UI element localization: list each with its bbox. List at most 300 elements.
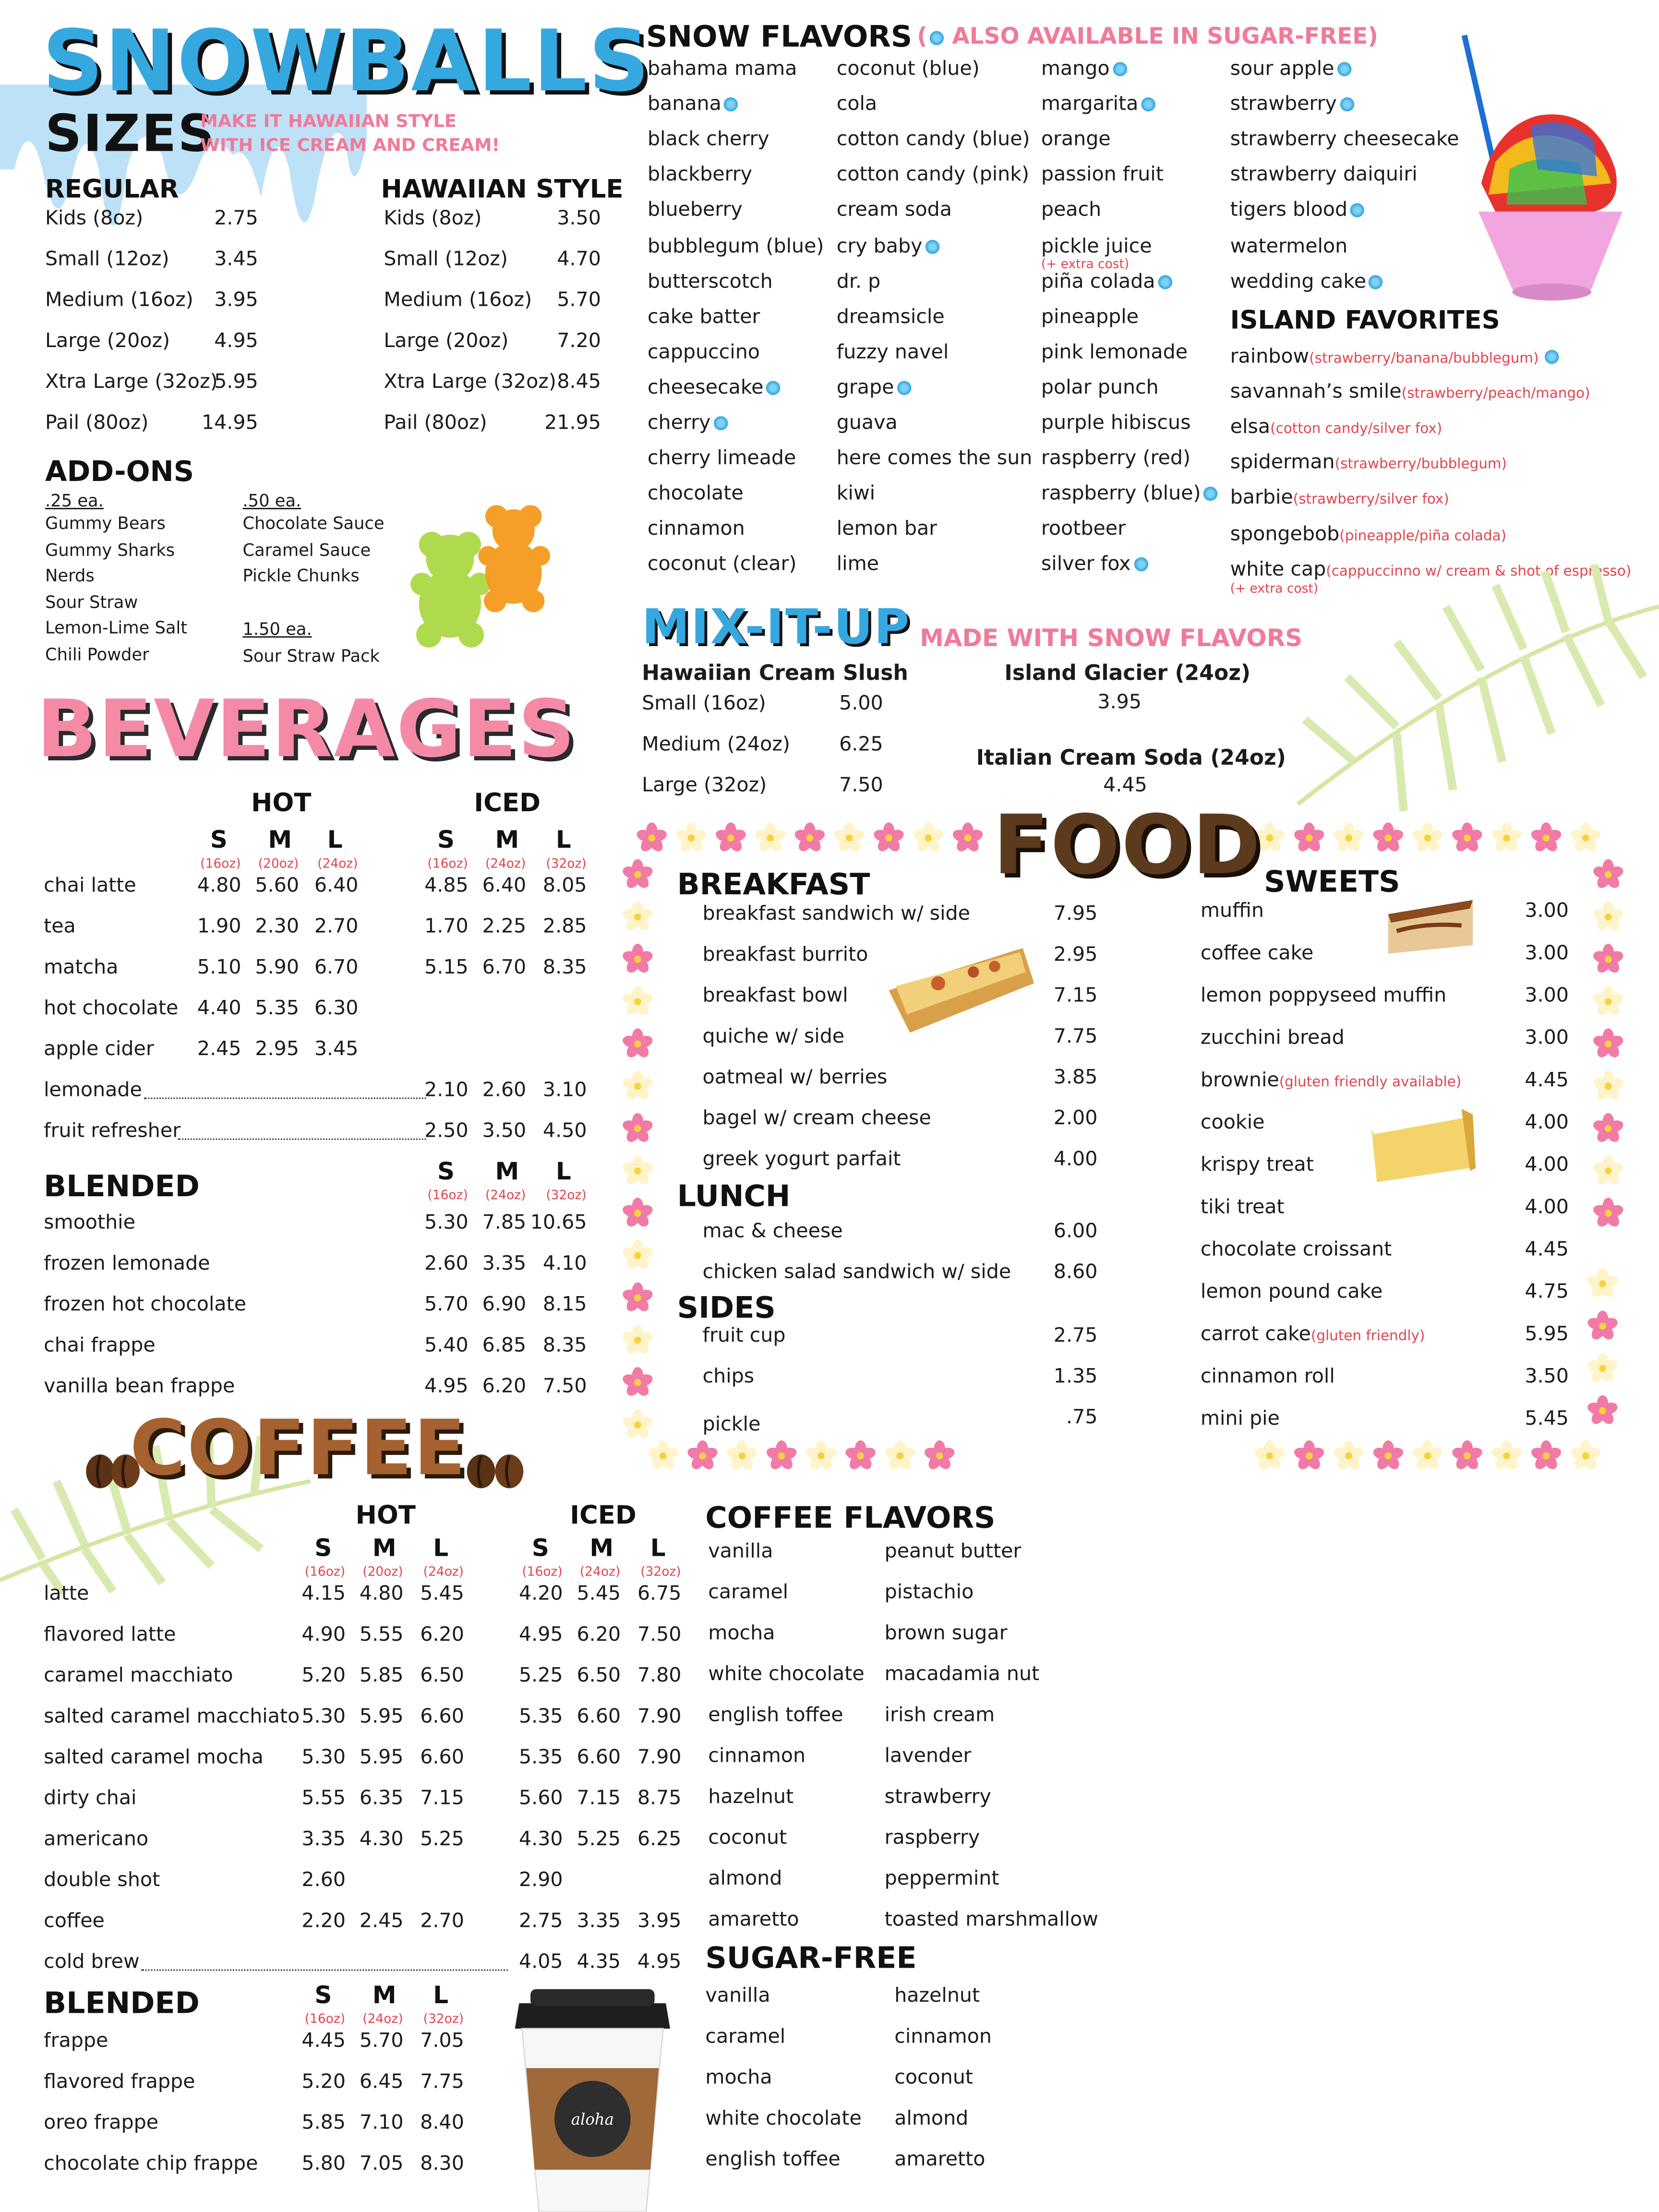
snow-flavor-item: dreamsicle	[836, 305, 945, 328]
sweets-price: 4.00	[1525, 1111, 1569, 1134]
pink-flower-icon	[845, 1441, 876, 1472]
food-title: FOOD	[993, 797, 1262, 893]
coffee-drink-name: caramel macchiato	[44, 1664, 233, 1687]
snowflake-icon	[930, 31, 944, 45]
pink-flower-icon	[622, 944, 653, 975]
sweets-item	[1201, 1238, 1392, 1261]
snowballs-title: SNOWBALLS	[42, 12, 651, 112]
hawaiian-size-name: Xtra Large (32oz)	[384, 371, 556, 394]
island-favorite-item	[1230, 381, 1590, 404]
coffee-flavor-item: mocha	[708, 1622, 775, 1645]
addon-item: Sour Straw Pack	[242, 646, 380, 666]
pink-flower-icon	[1587, 1310, 1618, 1342]
price-cell: 7.50	[542, 1375, 587, 1398]
size-letter: S	[531, 1535, 549, 1563]
snow-flavor-item: strawberry daiquiri	[1230, 164, 1418, 187]
price-cell: 5.30	[424, 1212, 469, 1235]
beverage-name: chai latte	[44, 875, 136, 898]
price-cell: 7.85	[482, 1212, 527, 1235]
white-flower-icon	[1593, 902, 1624, 933]
white-flower-icon	[1570, 1441, 1601, 1472]
snowflake-icon	[897, 381, 911, 395]
price-cell: 5.30	[301, 1706, 346, 1729]
sugar-free-item: cinnamon	[894, 2026, 992, 2049]
sweets-header: SWEETS	[1264, 865, 1400, 899]
pink-flower-icon	[952, 822, 984, 854]
price-cell: 6.35	[359, 1787, 404, 1810]
sweets-item	[1201, 1027, 1345, 1049]
hawaiian-size-name: Large (20oz)	[384, 330, 509, 353]
price-cell: 5.20	[301, 2071, 346, 2094]
pink-flower-icon	[622, 1282, 653, 1313]
size-oz: (20oz)	[362, 1566, 403, 1580]
breakfast-price: 7.15	[1053, 985, 1098, 1008]
regular-size-name: Large (20oz)	[45, 330, 170, 353]
price-cell: 5.25	[577, 1828, 621, 1851]
pink-flower-icon	[622, 1198, 653, 1229]
price-cell: 7.90	[637, 1746, 682, 1769]
pink-flower-icon	[636, 822, 667, 854]
price-cell: 5.25	[420, 1828, 464, 1851]
iced-header: ICED	[570, 1501, 637, 1531]
pink-flower-icon	[766, 1441, 797, 1472]
pink-flower-icon	[873, 822, 904, 854]
sweets-name: cookie	[1200, 1111, 1265, 1134]
price-cell: 5.55	[359, 1623, 404, 1647]
blended-beverage-name: frozen hot chocolate	[44, 1293, 247, 1316]
white-flower-icon	[1412, 1441, 1443, 1472]
sides-item: pickle	[702, 1413, 761, 1436]
sweets-note: (gluten friendly)	[1310, 1329, 1425, 1345]
breakfast-header: BREAKFAST	[677, 867, 870, 902]
pink-flower-icon	[622, 1113, 653, 1144]
white-flower-icon	[676, 822, 707, 854]
pink-flower-icon	[687, 1441, 718, 1472]
sweets-price: 4.00	[1525, 1154, 1569, 1177]
sugar-free-item: english toffee	[705, 2148, 841, 2171]
pink-flower-icon	[1294, 1441, 1325, 1472]
price-cell: 5.40	[424, 1334, 469, 1358]
price-cell: 6.60	[420, 1746, 464, 1769]
snow-flavor-item: pink lemonade	[1041, 341, 1188, 364]
price-cell: 6.75	[637, 1583, 682, 1606]
price-cell: 6.50	[420, 1664, 464, 1687]
price-cell: 8.35	[542, 1334, 587, 1358]
sweets-name: chocolate croissant	[1200, 1238, 1392, 1262]
mix-it-up-subtitle: MADE WITH SNOW FLAVORS	[920, 625, 1303, 653]
sweets-price: 3.00	[1525, 985, 1569, 1008]
sides-price: 2.75	[1053, 1324, 1098, 1347]
blended-coffee-name: frappe	[44, 2030, 108, 2053]
price-cell: 6.30	[314, 997, 359, 1020]
island-favorite-item	[1230, 452, 1507, 474]
addon-item: Chili Powder	[45, 645, 149, 665]
sugar-free-item: mocha	[705, 2067, 772, 2090]
sides-item: fruit cup	[702, 1324, 786, 1347]
white-flower-icon	[622, 1155, 653, 1187]
size-letter: M	[372, 1535, 397, 1563]
price-cell: 6.40	[482, 875, 527, 898]
regular-size-price: 14.95	[201, 412, 258, 435]
white-flower-icon	[1587, 1268, 1618, 1299]
sweets-name: muffin	[1200, 900, 1264, 923]
snowflake-icon	[766, 381, 780, 395]
coffee-drink-name: salted caramel mocha	[44, 1746, 264, 1769]
hawaiian-size-name: Small (12oz)	[384, 248, 508, 271]
sugar-free-item: almond	[894, 2107, 969, 2130]
price-cell: 4.20	[518, 1583, 563, 1606]
snow-flavor-item: fuzzy navel	[836, 341, 949, 364]
regular-size-price: 2.75	[214, 207, 258, 230]
price-cell: 8.30	[420, 2152, 464, 2176]
coffee-beans-icon	[466, 1453, 528, 1490]
island-favorites-header: ISLAND FAVORITES	[1230, 306, 1500, 336]
coffee-flavor-item: raspberry	[884, 1827, 980, 1850]
island-glacier-header: Island Glacier (24oz)	[1004, 660, 1251, 686]
slush-size-price: 5.00	[839, 692, 883, 715]
price-cell: 5.60	[518, 1787, 563, 1810]
island-favorite-desc: (cappuccinno w/ cream & shot of espresso)	[1326, 564, 1632, 579]
snow-flavor-item: cinnamon	[647, 518, 745, 541]
sweets-price: 5.45	[1525, 1407, 1569, 1431]
blended-header: BLENDED	[44, 1169, 200, 1203]
price-cell: 5.90	[255, 956, 300, 979]
island-favorite-desc: (cotton candy/silver fox)	[1270, 422, 1443, 438]
extra-cost-note: (+ extra cost)	[1041, 257, 1130, 272]
price-cell: 4.05	[518, 1951, 563, 1974]
size-letter: S	[314, 1535, 332, 1563]
price-cell: 2.95	[255, 1038, 300, 1061]
island-favorite-name: white cap	[1230, 558, 1326, 581]
price-cell: 6.60	[420, 1706, 464, 1729]
snow-flavor-item: blackberry	[647, 164, 753, 187]
price-cell: 4.30	[518, 1828, 563, 1851]
coffee-flavor-item: hazelnut	[708, 1786, 794, 1809]
sweets-item	[1201, 1196, 1285, 1219]
sugar-free-header: SUGAR-FREE	[705, 1941, 917, 1975]
snowflake-icon	[1112, 62, 1126, 76]
coffee-flavors-header: COFFEE FLAVORS	[705, 1501, 996, 1535]
white-flower-icon	[622, 1325, 653, 1356]
snow-flavor-item: peach	[1041, 199, 1102, 222]
iced-header: ICED	[474, 788, 541, 818]
white-flower-icon	[1593, 1155, 1624, 1187]
addon-item: Chocolate Sauce	[242, 513, 385, 533]
white-flower-icon	[1333, 1441, 1364, 1472]
sugar-free-item: coconut	[894, 2067, 974, 2090]
italian-cream-soda-price: 4.45	[1103, 774, 1147, 797]
price-cell: 5.70	[424, 1293, 469, 1316]
price-cell: 5.80	[301, 2152, 346, 2176]
pink-flower-icon	[1593, 1198, 1624, 1229]
snow-flavor-item: cherry	[648, 412, 728, 434]
addon-item: Nerds	[45, 566, 95, 586]
dot-leader	[144, 1097, 426, 1099]
quiche-image	[882, 941, 1037, 1040]
snow-flavor-item: black cherry	[647, 128, 769, 152]
size-letter: M	[495, 827, 519, 855]
price-cell: 7.75	[420, 2071, 464, 2094]
price-cell: 5.60	[255, 875, 300, 898]
sweets-price: 3.00	[1525, 942, 1569, 965]
sweets-price: 4.45	[1525, 1069, 1569, 1092]
sweets-price: 4.00	[1525, 1196, 1569, 1219]
lunch-header: LUNCH	[677, 1179, 791, 1214]
hawaiian-size-name: Pail (80oz)	[384, 412, 487, 435]
blended-beverage-name: smoothie	[44, 1212, 135, 1235]
coffee-drink-name: coffee	[44, 1910, 105, 1933]
size-letter: L	[555, 1158, 571, 1187]
size-oz: (16oz)	[427, 857, 468, 872]
coffee-flavor-item: strawberry	[884, 1786, 991, 1809]
price-cell: 5.30	[301, 1746, 346, 1769]
pink-flower-icon	[1593, 1113, 1624, 1144]
snow-flavor-item: cherry limeade	[647, 447, 796, 470]
price-cell: 2.85	[542, 915, 587, 938]
sweets-price: 3.00	[1525, 1027, 1569, 1050]
sweets-name: krispy treat	[1200, 1154, 1314, 1177]
snow-flavor-item: watermelon	[1230, 235, 1348, 258]
island-favorite-desc: (strawberry/silver fox)	[1293, 493, 1449, 509]
extra-cost-note: (+ extra cost)	[1230, 582, 1319, 597]
addons-header: ADD-ONS	[45, 454, 194, 488]
breakfast-item: breakfast burrito	[702, 944, 868, 967]
size-oz: (24oz)	[485, 1189, 526, 1203]
snow-flavor-item: bahama mama	[647, 58, 797, 81]
breakfast-item: oatmeal w/ berries	[702, 1066, 888, 1089]
white-flower-icon	[834, 822, 865, 854]
size-letter: L	[555, 827, 571, 855]
price-cell: 5.35	[255, 997, 300, 1020]
snow-flavor-item: guava	[836, 412, 898, 435]
size-oz: (32oz)	[640, 1566, 681, 1580]
white-flower-icon	[622, 1240, 653, 1271]
snow-flavor-item: cream soda	[836, 199, 952, 222]
sweets-name: cinnamon roll	[1200, 1365, 1335, 1388]
beverage-name: apple cider	[44, 1038, 154, 1061]
hawaiian-cream-slush-header: Hawaiian Cream Slush	[642, 660, 908, 686]
sweets-item	[1201, 1281, 1382, 1303]
beverage-name: fruit refresher	[44, 1120, 181, 1143]
snow-flavor-item: pickle juice	[1041, 235, 1152, 258]
shaved-ice-image	[1453, 28, 1636, 311]
sweets-item	[1201, 942, 1313, 965]
addon-item: Lemon-Lime Salt	[45, 618, 188, 638]
snow-flavor-item: orange	[1041, 128, 1111, 152]
hawaiian-size-price: 8.45	[557, 371, 601, 394]
snowflake-icon	[925, 239, 939, 253]
snow-flavor-item: wedding cake	[1230, 270, 1383, 293]
size-letter: M	[495, 1158, 519, 1187]
beverage-name: lemonade	[44, 1079, 142, 1102]
slush-size-price: 7.50	[839, 774, 883, 797]
price-cell: 5.35	[518, 1746, 563, 1769]
white-flower-icon	[622, 902, 653, 933]
sweets-price: 3.00	[1525, 900, 1569, 923]
island-glacier-price: 3.95	[1097, 691, 1142, 714]
snowflake-icon	[724, 97, 738, 111]
price-cell: 3.10	[542, 1079, 587, 1102]
size-oz: (20oz)	[258, 857, 299, 872]
price-cell: 2.45	[197, 1038, 241, 1061]
addons-price-150: 1.50 ea.	[242, 619, 312, 639]
breakfast-price: 3.85	[1053, 1066, 1098, 1089]
white-flower-icon	[1491, 822, 1522, 854]
breakfast-price: 7.95	[1053, 902, 1098, 926]
price-cell: 2.30	[255, 915, 300, 938]
white-flower-icon	[805, 1441, 837, 1472]
island-favorite-name: spongebob	[1230, 522, 1340, 545]
price-cell: 3.45	[314, 1038, 359, 1061]
sweets-item	[1201, 1070, 1461, 1092]
island-favorite-name: spiderman	[1230, 452, 1335, 475]
price-cell: 6.25	[637, 1828, 682, 1851]
price-cell: 4.95	[424, 1375, 469, 1398]
coffee-cake-image	[1382, 894, 1479, 959]
size-letter: S	[210, 827, 228, 855]
regular-size-name: Kids (8oz)	[45, 207, 144, 230]
hawaiian-size-price: 5.70	[557, 289, 601, 312]
price-cell: 6.20	[420, 1623, 464, 1647]
snow-flavor-item: cappuccino	[647, 341, 760, 364]
coffee-flavor-item: white chocolate	[708, 1663, 865, 1686]
coffee-drink-name: latte	[44, 1583, 89, 1606]
size-letter: M	[372, 1982, 397, 2010]
sizes-title: SIZES	[45, 106, 216, 164]
snow-flavor-item: cake batter	[647, 305, 760, 328]
snow-flavor-item: raspberry (blue)	[1041, 483, 1218, 505]
coffee-flavor-item: brown sugar	[884, 1622, 1008, 1645]
snowflake-icon	[713, 416, 727, 430]
size-letter: L	[327, 827, 343, 855]
price-cell: 2.20	[301, 1910, 346, 1933]
sweets-name: coffee cake	[1200, 942, 1314, 965]
snow-flavor-item: mango	[1041, 58, 1127, 80]
snow-flavor-item: cotton candy (pink)	[836, 164, 1030, 187]
size-oz: (24oz)	[423, 1566, 464, 1580]
price-cell: 2.45	[359, 1910, 404, 1933]
price-cell: 4.35	[577, 1951, 621, 1974]
island-favorite-item	[1230, 416, 1443, 439]
price-cell: 2.10	[424, 1079, 469, 1102]
price-cell: 1.90	[197, 915, 241, 938]
pink-flower-icon	[1593, 859, 1624, 890]
coffee-drink-name: dirty chai	[44, 1787, 137, 1810]
breakfast-item: quiche w/ side	[702, 1025, 845, 1048]
pink-flower-icon	[1452, 1441, 1483, 1472]
pink-flower-icon	[1452, 822, 1483, 854]
price-cell: 2.75	[518, 1910, 563, 1933]
breakfast-item: greek yogurt parfait	[702, 1148, 901, 1171]
size-oz: (16oz)	[304, 1566, 346, 1580]
snow-flavor-item: sour apple	[1230, 58, 1351, 80]
price-cell: 3.35	[301, 1828, 346, 1851]
price-cell: 2.60	[482, 1079, 527, 1102]
sweets-item	[1201, 1408, 1280, 1431]
pink-flower-icon	[622, 1367, 653, 1398]
mix-it-up-title: MIX-IT-UP	[642, 599, 911, 656]
snow-flavor-item: dr. p	[836, 270, 881, 293]
white-flower-icon	[1570, 822, 1601, 854]
price-cell: 4.95	[518, 1623, 563, 1647]
sugar-free-note: ( ALSO AVAILABLE IN SUGAR-FREE)	[917, 23, 1378, 49]
size-oz: (32oz)	[546, 1189, 587, 1203]
price-cell: 2.60	[424, 1252, 469, 1275]
price-cell: 5.70	[359, 2030, 404, 2053]
price-cell: 7.15	[577, 1787, 621, 1810]
coffee-flavor-item: english toffee	[708, 1704, 843, 1727]
price-cell: 5.25	[518, 1664, 563, 1687]
snow-flavor-item: cotton candy (blue)	[836, 128, 1030, 152]
white-flower-icon	[1412, 822, 1443, 854]
snow-flavor-item: coconut (blue)	[836, 58, 980, 81]
snow-flavor-item: cola	[836, 93, 878, 116]
white-flower-icon	[1333, 822, 1364, 854]
price-cell: 2.50	[424, 1120, 469, 1143]
hawaiian-note-2: WITH ICE CREAM AND CREAM!	[200, 134, 500, 156]
regular-size-name: Medium (16oz)	[45, 289, 193, 312]
pink-flower-icon	[1587, 1395, 1618, 1426]
blended-beverage-name: chai frappe	[44, 1334, 156, 1358]
hawaiian-size-price: 3.50	[557, 207, 601, 230]
blended-coffee-name: oreo frappe	[44, 2112, 159, 2135]
hawaiian-size-price: 7.20	[557, 330, 601, 353]
price-cell: 5.35	[518, 1706, 563, 1729]
price-cell: 8.15	[542, 1293, 587, 1316]
snow-flavor-item: purple hibiscus	[1041, 412, 1191, 435]
coffee-drink-name: americano	[44, 1828, 149, 1851]
price-cell: 7.05	[359, 2152, 404, 2176]
breakfast-price: 2.00	[1053, 1107, 1098, 1130]
sweets-name: lemon poppyseed muffin	[1200, 985, 1447, 1008]
white-flower-icon	[1254, 1441, 1286, 1472]
lunch-item: chicken salad sandwich w/ side	[702, 1261, 1011, 1284]
hawaiian-note-1: MAKE IT HAWAIIAN STYLE	[200, 110, 457, 132]
coffee-drink-name: salted caramel macchiato	[44, 1706, 300, 1729]
size-letter: S	[437, 827, 455, 855]
coffee-flavor-item: toasted marshmallow	[884, 1909, 1098, 1932]
coffee-flavor-item: cinnamon	[708, 1745, 806, 1768]
pink-flower-icon	[1593, 944, 1624, 975]
snowflake-icon	[1350, 204, 1364, 217]
price-cell: 2.90	[518, 1869, 563, 1892]
price-cell: 7.10	[359, 2112, 404, 2135]
sweets-item	[1201, 985, 1446, 1007]
price-cell: 5.85	[301, 2112, 346, 2135]
price-cell: 8.75	[637, 1787, 682, 1810]
pink-flower-icon	[1593, 1028, 1624, 1059]
price-cell: 8.40	[420, 2112, 464, 2135]
price-cell: 6.20	[482, 1375, 527, 1398]
price-cell: 5.15	[424, 956, 469, 979]
breakfast-price: 2.95	[1053, 944, 1098, 967]
price-cell: 7.90	[637, 1706, 682, 1729]
regular-size-price: 3.95	[214, 289, 258, 312]
snow-flavor-item: kiwi	[836, 482, 876, 505]
pink-flower-icon	[1294, 822, 1325, 854]
snow-flavors-header: SNOW FLAVORS	[646, 20, 913, 54]
sweets-name: zucchini bread	[1200, 1027, 1345, 1050]
price-cell: 6.60	[577, 1706, 621, 1729]
white-flower-icon	[622, 1071, 653, 1102]
price-cell: 3.35	[482, 1252, 527, 1275]
sweets-name: brownie	[1200, 1069, 1279, 1092]
price-cell: 3.35	[577, 1910, 621, 1933]
size-letter: M	[268, 827, 292, 855]
hawaiian-size-name: Medium (16oz)	[384, 289, 532, 312]
price-cell: 7.15	[420, 1787, 464, 1810]
size-oz: (16oz)	[304, 2013, 346, 2028]
